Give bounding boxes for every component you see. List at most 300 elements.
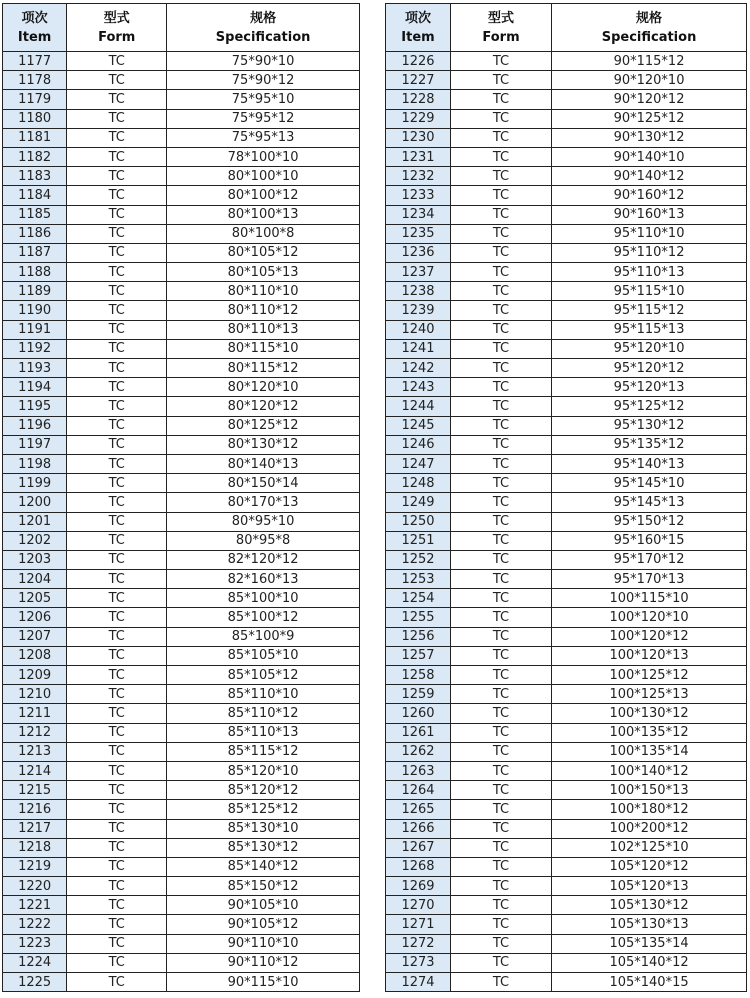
form-cell: TC xyxy=(67,953,167,972)
spec-cell: 85*105*12 xyxy=(167,666,360,685)
item-cell: 1220 xyxy=(3,877,67,896)
table-row xyxy=(386,339,747,358)
table-row xyxy=(386,301,747,320)
table-row xyxy=(386,531,747,550)
header-item-en: Item xyxy=(17,29,52,45)
table-row xyxy=(386,147,747,166)
table-row xyxy=(3,915,360,934)
form-cell: TC xyxy=(450,570,551,589)
spec-cell: 80*110*12 xyxy=(167,301,360,320)
form-cell: TC xyxy=(67,493,167,512)
form-cell: TC xyxy=(67,915,167,934)
table-row xyxy=(3,550,360,569)
spec-cell: 85*110*12 xyxy=(167,704,360,723)
form-cell: TC xyxy=(450,339,551,358)
form-cell: TC xyxy=(67,608,167,627)
spec-cell: 100*115*10 xyxy=(552,589,747,608)
header-item-zh: 项次 xyxy=(21,10,48,26)
item-cell: 1213 xyxy=(3,742,67,761)
spec-cell: 80*140*13 xyxy=(167,454,360,473)
form-cell: TC xyxy=(67,263,167,282)
table-row xyxy=(3,953,360,972)
form-cell: TC xyxy=(67,666,167,685)
table-row xyxy=(3,646,360,665)
item-cell: 1261 xyxy=(386,723,451,742)
table-row xyxy=(386,493,747,512)
form-cell: TC xyxy=(450,915,551,934)
spec-cell: 105*130*13 xyxy=(552,915,747,934)
form-cell: TC xyxy=(450,128,551,147)
table-row xyxy=(3,934,360,953)
table-row xyxy=(3,397,360,416)
spec-cell: 75*95*10 xyxy=(167,90,360,109)
item-cell: 1203 xyxy=(3,550,67,569)
spec-cell: 95*170*13 xyxy=(552,570,747,589)
spec-cell: 80*100*12 xyxy=(167,186,360,205)
table-row xyxy=(3,704,360,723)
spec-cell: 100*180*12 xyxy=(552,800,747,819)
form-cell: TC xyxy=(67,742,167,761)
spec-cell: 85*100*12 xyxy=(167,608,360,627)
spec-cell: 85*100*10 xyxy=(167,589,360,608)
table-row xyxy=(3,416,360,435)
table-row xyxy=(3,71,360,90)
item-cell: 1260 xyxy=(386,704,451,723)
item-cell: 1274 xyxy=(386,973,451,992)
item-cell: 1231 xyxy=(386,147,451,166)
header-spec-en: Specification xyxy=(601,29,697,45)
header-item-zh: 项次 xyxy=(404,10,431,26)
table-row xyxy=(386,378,747,397)
table-row xyxy=(3,435,360,454)
spec-cell: 100*120*12 xyxy=(552,627,747,646)
spec-cell: 95*150*12 xyxy=(552,512,747,531)
form-cell: TC xyxy=(67,339,167,358)
form-cell: TC xyxy=(67,416,167,435)
form-cell: TC xyxy=(67,570,167,589)
header-row xyxy=(386,4,747,52)
table-row xyxy=(3,301,360,320)
form-cell: TC xyxy=(450,301,551,320)
spec-cell: 90*110*10 xyxy=(167,934,360,953)
item-cell: 1204 xyxy=(3,570,67,589)
item-cell: 1267 xyxy=(386,838,451,857)
spec-cell: 100*135*14 xyxy=(552,742,747,761)
spec-cell: 85*140*12 xyxy=(167,857,360,876)
table-row xyxy=(3,359,360,378)
form-cell: TC xyxy=(67,320,167,339)
header-form-zh: 型式 xyxy=(103,10,130,26)
spec-table-right xyxy=(385,3,747,992)
item-cell: 1256 xyxy=(386,627,451,646)
table-row xyxy=(386,953,747,972)
form-cell: TC xyxy=(450,397,551,416)
item-cell: 1222 xyxy=(3,915,67,934)
spec-cell: 75*95*12 xyxy=(167,109,360,128)
spec-cell: 80*95*10 xyxy=(167,512,360,531)
form-cell: TC xyxy=(450,109,551,128)
table-row xyxy=(3,742,360,761)
table-row xyxy=(3,128,360,147)
form-cell: TC xyxy=(450,666,551,685)
item-cell: 1233 xyxy=(386,186,451,205)
item-cell: 1217 xyxy=(3,819,67,838)
table-row xyxy=(3,877,360,896)
table-row xyxy=(386,627,747,646)
form-cell: TC xyxy=(67,186,167,205)
spec-cell: 80*105*12 xyxy=(167,243,360,262)
spec-cell: 95*130*12 xyxy=(552,416,747,435)
form-cell: TC xyxy=(450,953,551,972)
form-cell: TC xyxy=(450,742,551,761)
spec-cell: 95*120*12 xyxy=(552,359,747,378)
form-cell: TC xyxy=(67,819,167,838)
spec-cell: 100*125*13 xyxy=(552,685,747,704)
item-cell: 1266 xyxy=(386,819,451,838)
spec-cell: 95*170*12 xyxy=(552,550,747,569)
form-cell: TC xyxy=(450,838,551,857)
table-row xyxy=(3,761,360,780)
table-row xyxy=(386,877,747,896)
item-cell: 1247 xyxy=(386,454,451,473)
form-cell: TC xyxy=(450,320,551,339)
item-cell: 1202 xyxy=(3,531,67,550)
item-cell: 1178 xyxy=(3,71,67,90)
table-row xyxy=(3,512,360,531)
header-spec xyxy=(552,4,747,52)
item-cell: 1200 xyxy=(3,493,67,512)
form-cell: TC xyxy=(67,71,167,90)
form-cell: TC xyxy=(67,704,167,723)
spec-cell: 95*110*13 xyxy=(552,263,747,282)
table-row xyxy=(3,378,360,397)
table-row xyxy=(3,666,360,685)
item-cell: 1272 xyxy=(386,934,451,953)
table-row xyxy=(3,167,360,186)
spec-cell: 80*110*10 xyxy=(167,282,360,301)
form-cell: TC xyxy=(67,934,167,953)
table-row xyxy=(3,186,360,205)
spec-cell: 95*115*12 xyxy=(552,301,747,320)
spec-cell: 100*140*12 xyxy=(552,761,747,780)
form-cell: TC xyxy=(450,454,551,473)
item-cell: 1265 xyxy=(386,800,451,819)
item-cell: 1250 xyxy=(386,512,451,531)
table-row xyxy=(3,608,360,627)
form-cell: TC xyxy=(67,512,167,531)
form-cell: TC xyxy=(67,52,167,71)
table-row xyxy=(386,973,747,992)
item-cell: 1224 xyxy=(3,953,67,972)
spec-cell: 82*120*12 xyxy=(167,550,360,569)
table-row xyxy=(386,224,747,243)
table-row xyxy=(386,781,747,800)
form-cell: TC xyxy=(450,359,551,378)
table-row xyxy=(3,589,360,608)
form-cell: TC xyxy=(450,800,551,819)
spec-cell: 85*130*12 xyxy=(167,838,360,857)
form-cell: TC xyxy=(450,646,551,665)
form-cell: TC xyxy=(67,877,167,896)
spec-cell: 90*140*10 xyxy=(552,147,747,166)
table-row xyxy=(3,685,360,704)
item-cell: 1177 xyxy=(3,52,67,71)
form-cell: TC xyxy=(450,512,551,531)
form-cell: TC xyxy=(450,608,551,627)
item-cell: 1263 xyxy=(386,761,451,780)
form-cell: TC xyxy=(67,301,167,320)
form-cell: TC xyxy=(450,378,551,397)
spec-cell: 85*100*9 xyxy=(167,627,360,646)
table-row xyxy=(3,723,360,742)
item-cell: 1252 xyxy=(386,550,451,569)
table-body-right xyxy=(386,52,747,992)
form-cell: TC xyxy=(67,685,167,704)
table-row xyxy=(3,243,360,262)
form-cell: TC xyxy=(450,550,551,569)
item-cell: 1246 xyxy=(386,435,451,454)
item-cell: 1215 xyxy=(3,781,67,800)
form-cell: TC xyxy=(67,589,167,608)
item-cell: 1182 xyxy=(3,147,67,166)
table-row xyxy=(386,454,747,473)
spec-cell: 90*115*12 xyxy=(552,52,747,71)
spec-cell: 90*105*12 xyxy=(167,915,360,934)
spec-cell: 75*90*12 xyxy=(167,71,360,90)
form-cell: TC xyxy=(67,781,167,800)
header-row xyxy=(3,4,360,52)
table-row xyxy=(3,973,360,992)
spec-cell: 80*115*10 xyxy=(167,339,360,358)
item-cell: 1251 xyxy=(386,531,451,550)
item-cell: 1240 xyxy=(386,320,451,339)
table-row xyxy=(386,723,747,742)
item-cell: 1218 xyxy=(3,838,67,857)
table-row xyxy=(386,359,747,378)
form-cell: TC xyxy=(450,685,551,704)
form-cell: TC xyxy=(450,52,551,71)
spec-cell: 105*120*12 xyxy=(552,857,747,876)
form-cell: TC xyxy=(67,973,167,992)
form-cell: TC xyxy=(450,147,551,166)
form-cell: TC xyxy=(450,435,551,454)
item-cell: 1188 xyxy=(3,263,67,282)
form-cell: TC xyxy=(67,646,167,665)
table-row xyxy=(386,320,747,339)
item-cell: 1219 xyxy=(3,857,67,876)
form-cell: TC xyxy=(67,397,167,416)
item-cell: 1199 xyxy=(3,474,67,493)
item-cell: 1190 xyxy=(3,301,67,320)
spec-cell: 85*125*12 xyxy=(167,800,360,819)
form-cell: TC xyxy=(67,454,167,473)
spec-cell: 105*130*12 xyxy=(552,896,747,915)
item-cell: 1254 xyxy=(386,589,451,608)
item-cell: 1187 xyxy=(3,243,67,262)
form-cell: TC xyxy=(67,359,167,378)
spec-cell: 95*140*13 xyxy=(552,454,747,473)
spec-cell: 100*120*10 xyxy=(552,608,747,627)
spec-cell: 85*120*10 xyxy=(167,761,360,780)
item-cell: 1216 xyxy=(3,800,67,819)
form-cell: TC xyxy=(67,224,167,243)
spec-cell: 90*105*10 xyxy=(167,896,360,915)
form-cell: TC xyxy=(450,282,551,301)
table-row xyxy=(386,263,747,282)
form-cell: TC xyxy=(450,589,551,608)
table-row xyxy=(386,243,747,262)
item-cell: 1232 xyxy=(386,167,451,186)
item-cell: 1270 xyxy=(386,896,451,915)
spec-cell: 90*120*10 xyxy=(552,71,747,90)
table-row xyxy=(386,435,747,454)
spec-cell: 95*135*12 xyxy=(552,435,747,454)
form-cell: TC xyxy=(67,800,167,819)
spec-cell: 90*130*12 xyxy=(552,128,747,147)
table-row xyxy=(386,282,747,301)
item-cell: 1234 xyxy=(386,205,451,224)
table-row xyxy=(386,128,747,147)
header-item-en: Item xyxy=(401,29,435,45)
form-cell: TC xyxy=(450,167,551,186)
table-row xyxy=(3,320,360,339)
table-row xyxy=(386,857,747,876)
spec-cell: 80*100*8 xyxy=(167,224,360,243)
table-body-left xyxy=(3,52,360,992)
table-row xyxy=(386,90,747,109)
form-cell: TC xyxy=(450,205,551,224)
spec-cell: 100*120*13 xyxy=(552,646,747,665)
form-cell: TC xyxy=(67,550,167,569)
table-row xyxy=(386,800,747,819)
table-row xyxy=(386,896,747,915)
spec-cell: 100*130*12 xyxy=(552,704,747,723)
spec-cell: 80*95*8 xyxy=(167,531,360,550)
form-cell: TC xyxy=(450,90,551,109)
item-cell: 1191 xyxy=(3,320,67,339)
form-cell: TC xyxy=(450,224,551,243)
table-row xyxy=(386,550,747,569)
form-cell: TC xyxy=(450,243,551,262)
spec-cell: 80*125*12 xyxy=(167,416,360,435)
spec-cell: 102*125*10 xyxy=(552,838,747,857)
spec-cell: 75*95*13 xyxy=(167,128,360,147)
table-row xyxy=(386,589,747,608)
item-cell: 1221 xyxy=(3,896,67,915)
item-cell: 1249 xyxy=(386,493,451,512)
form-cell: TC xyxy=(67,838,167,857)
table-row xyxy=(3,493,360,512)
item-cell: 1214 xyxy=(3,761,67,780)
spec-table-left xyxy=(2,3,360,992)
spec-cell: 85*120*12 xyxy=(167,781,360,800)
item-cell: 1235 xyxy=(386,224,451,243)
form-cell: TC xyxy=(450,493,551,512)
spec-cell: 90*160*13 xyxy=(552,205,747,224)
item-cell: 1268 xyxy=(386,857,451,876)
form-cell: TC xyxy=(67,128,167,147)
spec-cell: 80*110*13 xyxy=(167,320,360,339)
spec-cell: 80*100*13 xyxy=(167,205,360,224)
header-spec xyxy=(167,4,360,52)
item-cell: 1226 xyxy=(386,52,451,71)
table-row xyxy=(386,819,747,838)
item-cell: 1194 xyxy=(3,378,67,397)
item-cell: 1208 xyxy=(3,646,67,665)
form-cell: TC xyxy=(450,723,551,742)
table-row xyxy=(386,416,747,435)
form-cell: TC xyxy=(450,71,551,90)
form-cell: TC xyxy=(450,263,551,282)
form-cell: TC xyxy=(450,781,551,800)
table-row xyxy=(386,52,747,71)
spec-cell: 90*140*12 xyxy=(552,167,747,186)
table-row xyxy=(3,838,360,857)
spec-cell: 80*120*10 xyxy=(167,378,360,397)
spec-cell: 95*110*10 xyxy=(552,224,747,243)
spec-cell: 105*140*12 xyxy=(552,953,747,972)
spec-cell: 95*145*10 xyxy=(552,474,747,493)
table-row xyxy=(386,761,747,780)
item-cell: 1206 xyxy=(3,608,67,627)
item-cell: 1273 xyxy=(386,953,451,972)
table-row xyxy=(386,685,747,704)
form-cell: TC xyxy=(450,761,551,780)
item-cell: 1189 xyxy=(3,282,67,301)
form-cell: TC xyxy=(67,109,167,128)
form-cell: TC xyxy=(67,857,167,876)
table-row xyxy=(3,627,360,646)
table-row xyxy=(3,205,360,224)
table-row xyxy=(3,857,360,876)
form-cell: TC xyxy=(67,243,167,262)
header-form-en: Form xyxy=(98,29,136,45)
table-row xyxy=(386,666,747,685)
item-cell: 1238 xyxy=(386,282,451,301)
item-cell: 1271 xyxy=(386,915,451,934)
form-cell: TC xyxy=(67,723,167,742)
item-cell: 1236 xyxy=(386,243,451,262)
item-cell: 1180 xyxy=(3,109,67,128)
table-row xyxy=(3,800,360,819)
spec-cell: 80*150*14 xyxy=(167,474,360,493)
form-cell: TC xyxy=(450,416,551,435)
form-cell: TC xyxy=(450,857,551,876)
form-cell: TC xyxy=(67,627,167,646)
item-cell: 1262 xyxy=(386,742,451,761)
item-cell: 1183 xyxy=(3,167,67,186)
spec-cell: 95*115*13 xyxy=(552,320,747,339)
item-cell: 1228 xyxy=(386,90,451,109)
item-cell: 1186 xyxy=(3,224,67,243)
spec-cell: 80*120*12 xyxy=(167,397,360,416)
form-cell: TC xyxy=(67,435,167,454)
item-cell: 1242 xyxy=(386,359,451,378)
form-cell: TC xyxy=(450,186,551,205)
table-row xyxy=(3,474,360,493)
table-row xyxy=(3,147,360,166)
table-row xyxy=(3,896,360,915)
form-cell: TC xyxy=(67,474,167,493)
table-row xyxy=(386,512,747,531)
item-cell: 1248 xyxy=(386,474,451,493)
item-cell: 1230 xyxy=(386,128,451,147)
header-spec-zh: 规格 xyxy=(636,10,663,26)
spec-cell: 85*110*13 xyxy=(167,723,360,742)
table-row xyxy=(3,781,360,800)
item-cell: 1193 xyxy=(3,359,67,378)
header-item xyxy=(3,4,67,52)
